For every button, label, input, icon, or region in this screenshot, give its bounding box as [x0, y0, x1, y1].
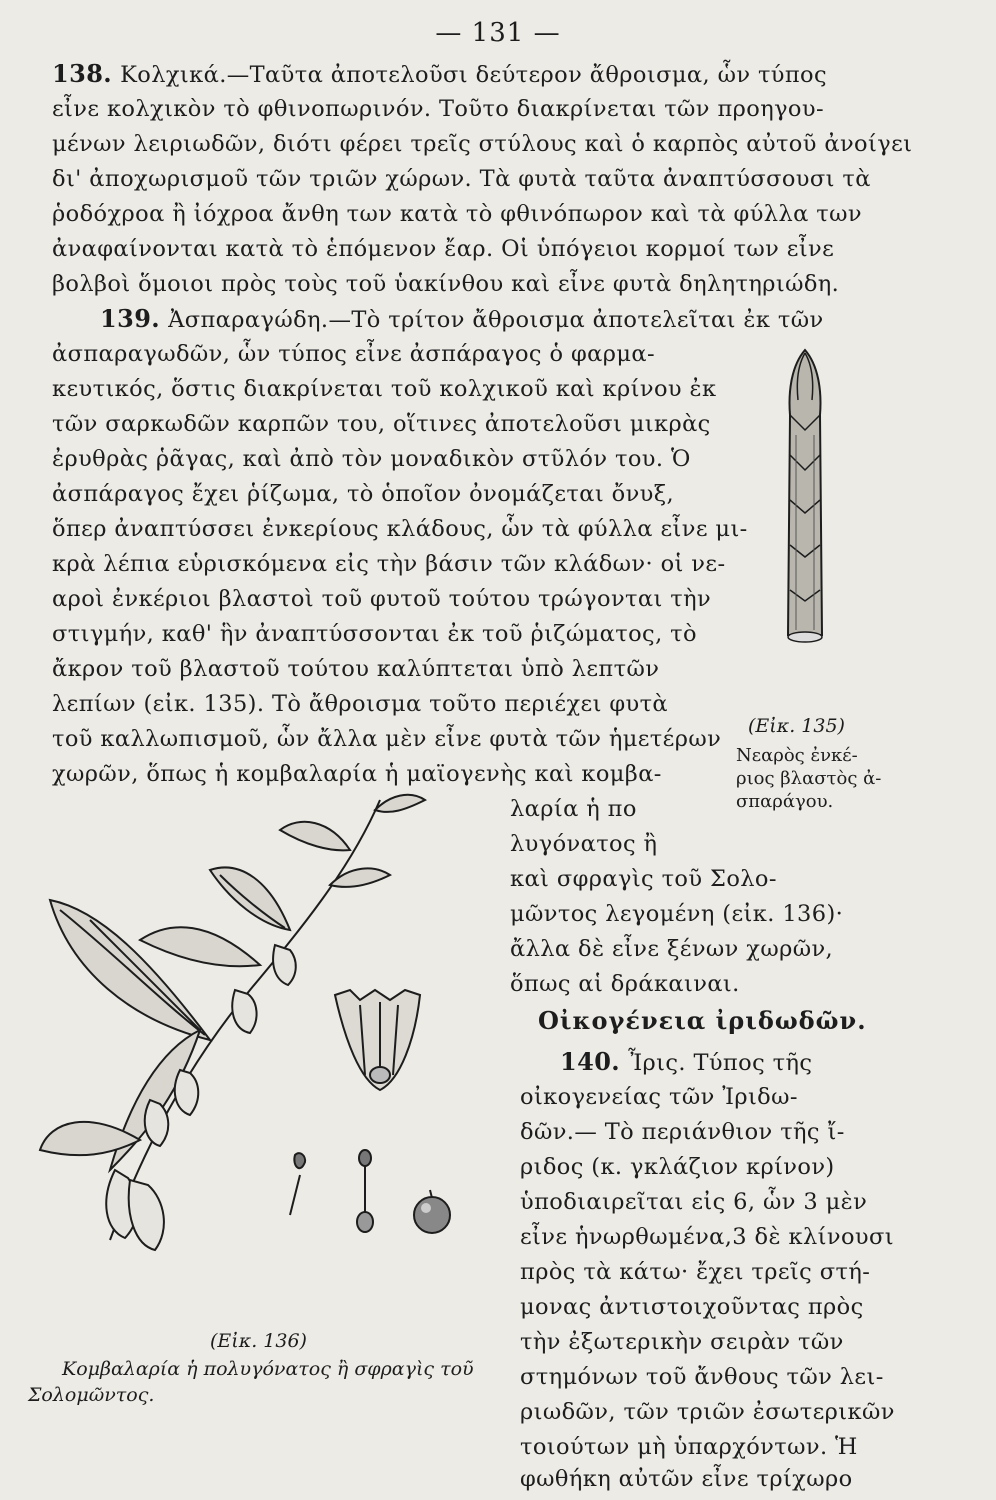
section-140-line-9: τὴν ἐξωτερικὴν σειρὰν τῶν — [520, 1329, 844, 1355]
section-139-number: 139. — [100, 304, 161, 333]
section-140-line-2: οἰκογενείας τῶν Ἰριδω- — [520, 1084, 798, 1110]
asparagus-shoot-illustration — [770, 345, 840, 655]
section-140-line-11: ριωδῶν, τῶν τριῶν ἐσωτερικῶν — [520, 1399, 895, 1425]
section-140-line-13: φωθήκη αὐτῶν εἶνε τρίχωρο — [520, 1466, 853, 1492]
section-139-line-17: καὶ σφραγὶς τοῦ Σολο- — [510, 866, 777, 892]
section-138-line-3: μένων λειριωδῶν, διότι φέρει τρεῖς στύλους καὶ ὁ καρπὸς αὐτοῦ ἀνοίγει — [52, 131, 913, 157]
section-139-line-16: λυγόνατος ἢ — [510, 831, 658, 857]
section-139-line-4: τῶν σαρκωδῶν καρπῶν του, οἵτινες ἀποτελοῦσι μικρὰς — [52, 411, 711, 437]
section-139-line-1: 139. Ἀσπαραγώδη.—Τὸ τρίτον ἄθροισμα ἀποτελεῖται ἐκ τῶν — [100, 304, 824, 333]
figure-136-caption-line-2: Σολομῶντος. — [28, 1384, 155, 1406]
figure-135-caption-line-1: Νεαρὸς ἐνκέ- — [736, 745, 858, 766]
section-138-number: 138. — [52, 59, 113, 88]
section-140-line-10: στημόνων τοῦ ἄνθους τῶν λει- — [520, 1364, 884, 1390]
section-140-line-12: τοιούτων μὴ ὑπαρχόντων. Ἡ — [520, 1434, 858, 1460]
section-140-line-5: ὑποδιαιρεῖται εἰς 6, ὧν 3 μὲν — [520, 1189, 868, 1215]
section-140-line-3: δῶν.— Τὸ περιάνθιον τῆς ἴ- — [520, 1119, 845, 1145]
section-140-line-4: ριδος (κ. γκλάζιον κρίνον) — [520, 1154, 835, 1180]
section-139-line-9: αροὶ ἐνκέριοι βλαστοὶ τοῦ φυτοῦ τούτου τρώγονται τὴν — [52, 586, 712, 612]
section-138-line-7: βολβοὶ ὅμοιοι πρὸς τοὺς τοῦ ὑακίνθου καὶ εἶνε φυτὰ δηλητηριώδη. — [52, 271, 840, 297]
section-139-line-3: κευτικός, ὅστις διακρίνεται τοῦ κολχικοῦ καὶ κρίνου ἐκ — [52, 376, 717, 402]
section-139-line-20: ὅπως αἱ δράκαιναι. — [510, 971, 740, 997]
section-138-line-6: ἀναφαίνονται κατὰ τὸ ἑπόμενον ἔαρ. Οἱ ὑπόγειοι κορμοί των εἶνε — [52, 236, 835, 262]
section-139-line-8: κρὰ λέπια εὑρισκόμενα εἰς τὴν βάσιν τῶν κλάδων· οἱ νε- — [52, 551, 726, 577]
section-139-line-11: ἄκρον τοῦ βλαστοῦ τούτου καλύπτεται ὑπὸ λεπτῶν — [52, 656, 660, 682]
section-139-line-18: μῶντος λεγομένη (εἰκ. 136)· — [510, 901, 844, 927]
section-139-line-19: ἄλλα δὲ εἶνε ξένων χωρῶν, — [510, 936, 834, 962]
section-140-number: 140. — [560, 1047, 621, 1076]
section-138-line-2: εἶνε κολχικὸν τὸ φθινοπωρινόν. Τοῦτο διακρίνεται τῶν προηγου- — [52, 96, 824, 122]
section-140-line-6: εἶνε ἡνωρθωμένα,3 δὲ κλίνουσι — [520, 1224, 894, 1250]
figure-135-caption-line-3: σπαράγου. — [736, 791, 834, 812]
section-139-line-12: λεπίων (εἰκ. 135). Τὸ ἄθροισμα τοῦτο περιέχει φυτὰ — [52, 691, 669, 717]
figure-136-caption-line-1: Κομβαλαρία ἡ πολυγόνατος ἢ σφραγὶς τοῦ — [62, 1358, 474, 1380]
family-heading: Οἰκογένεια ἰριδωδῶν. — [538, 1006, 867, 1035]
section-139-line-14: χωρῶν, ὅπως ἡ κομβαλαρία ἡ μαϊογενὴς καὶ κομβα- — [52, 761, 662, 787]
section-140-line-7: πρὸς τὰ κάτω· ἔχει τρεῖς στή- — [520, 1259, 871, 1285]
section-139-line-15: λαρία ἡ πο — [510, 796, 637, 822]
section-139-line-13: τοῦ καλλωπισμοῦ, ὧν ἄλλα μὲν εἶνε φυτὰ τῶν ἡμετέρων — [52, 726, 722, 752]
section-139-line-6: ἀσπάραγος ἔχει ῥίζωμα, τὸ ὁποῖον ὀνομάζεται ὄνυξ, — [52, 481, 675, 507]
section-139-line-2: ἀσπαραγωδῶν, ὧν τύπος εἶνε ἀσπάραγος ὁ φαρμα- — [52, 341, 655, 367]
section-139-line-7: ὅπερ ἀναπτύσσει ἐνκερίους κλάδους, ὧν τὰ φύλλα εἶνε μι- — [52, 516, 748, 542]
page-number: — 131 — — [435, 18, 561, 48]
solomons-seal-illustration — [30, 790, 500, 1320]
section-140-line-8: μονας ἀντιστοιχοῦντας πρὸς — [520, 1294, 864, 1320]
section-138-line-4: δι' ἀποχωρισμοῦ τῶν τριῶν χώρων. Τὰ φυτὰ ταῦτα ἀναπτύσσουσι τὰ — [52, 166, 871, 192]
section-139-line-10: στιγμήν, καθ' ἣν ἀναπτύσσονται ἐκ τοῦ ῥιζώματος, τὸ — [52, 621, 697, 647]
section-138-line-5: ῥοδόχροα ἢ ἰόχροα ἄνθη των κατὰ τὸ φθινόπωρον καὶ τὰ φύλλα των — [52, 201, 862, 227]
figure-135-caption-line-2: ριος βλαστὸς ἀ- — [736, 768, 882, 789]
section-140-line-1: 140. Ἶρις. Τύπος τῆς — [560, 1047, 813, 1076]
figure-135-label: (Εἰκ. 135) — [748, 715, 845, 737]
figure-136-label: (Εἰκ. 136) — [210, 1330, 307, 1352]
section-139-line-5: ἐρυθρὰς ῥᾶγας, καὶ ἀπὸ τὸν μοναδικὸν στῦλόν του. Ὁ — [52, 446, 691, 472]
section-138-line-1: 138. Κολχικά.—Ταῦτα ἀποτελοῦσι δεύτερον ἄθροισμα, ὧν τύπος — [52, 59, 828, 88]
